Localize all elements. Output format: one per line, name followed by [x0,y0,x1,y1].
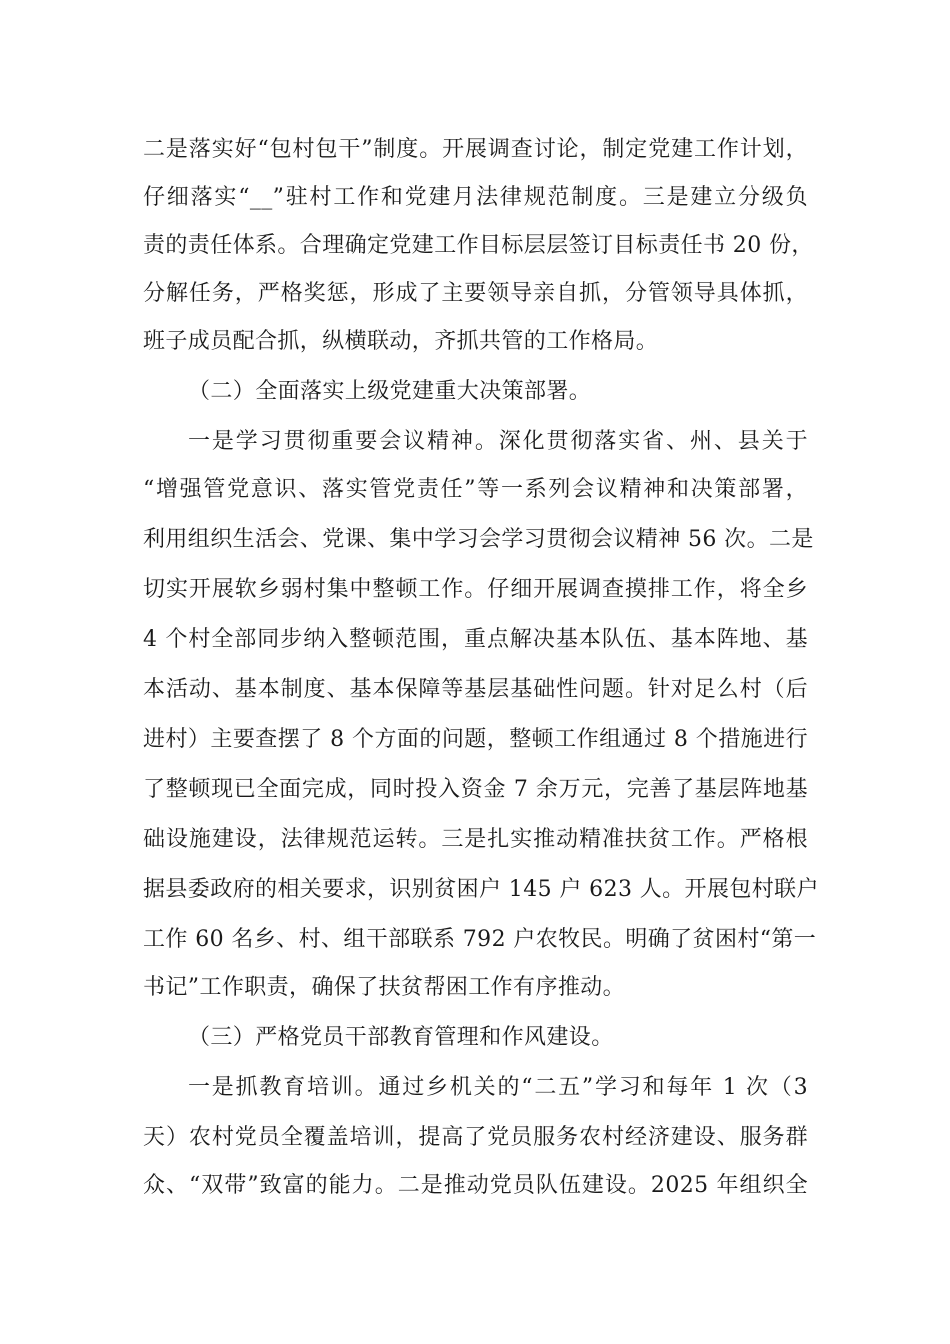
text-line: 了整顿现已全面完成，同时投入资金 7 余万元，完善了基层阵地基 [143,777,808,802]
text-line: 进村）主要查摆了 8 个方面的问题，整顿工作组通过 8 个措施进行 [143,727,808,752]
text-line: 利用组织生活会、党课、集中学习会学习贯彻会议精神 56 次。二是 [143,527,814,552]
text-line: 切实开展软乡弱村集中整顿工作。仔细开展调查摸排工作，将全乡 [143,577,808,602]
text-line: 书记”工作职责，确保了扶贫帮困工作有序推动。 [143,975,626,1000]
section-heading: （三）严格党员干部教育管理和作风建设。 [188,1025,614,1050]
text-line: 仔细落实“__”驻村工作和党建月法律规范制度。三是建立分级负 [143,185,808,210]
text-line: 一是学习贯彻重要会议精神。深化贯彻落实省、州、县关于 [188,429,808,454]
text-line: 础设施建设，法律规范运转。三是扎实推动精准扶贫工作。严格根 [143,827,808,852]
text-line: 分解任务，严格奖惩，形成了主要领导亲自抓，分管领导具体抓， [143,281,808,306]
section-heading: （二）全面落实上级党建重大决策部署。 [188,379,592,404]
text-line: 工作 60 名乡、村、组干部联系 792 户农牧民。明确了贫困村“第一 [143,927,817,952]
text-line: 据县委政府的相关要求，识别贫困户 145 户 623 人。开展包村联户 [143,877,819,902]
text-line: 本活动、基本制度、基本保障等基层基础性问题。针对足么村（后 [143,677,808,702]
text-line: “增强管党意识、落实管党责任”等一系列会议精神和决策部署， [143,477,808,502]
text-line: 二是落实好“包村包干”制度。开展调查讨论，制定党建工作计划， [143,137,808,162]
text-line: 班子成员配合抓，纵横联动，齐抓共管的工作格局。 [143,329,659,354]
text-line: 一是抓教育培训。通过乡机关的“二五”学习和每年 1 次（3 [188,1075,808,1100]
text-line: 责的责任体系。合理确定党建工作目标层层签订目标责任书 20 份， [143,233,814,258]
text-line: 天）农村党员全覆盖培训，提高了党员服务农村经济建设、服务群 [143,1125,808,1150]
text-line: 众、“双带”致富的能力。二是推动党员队伍建设。2025 年组织全 [143,1173,808,1198]
text-line: 4 个村全部同步纳入整顿范围，重点解决基本队伍、基本阵地、基 [143,627,808,652]
